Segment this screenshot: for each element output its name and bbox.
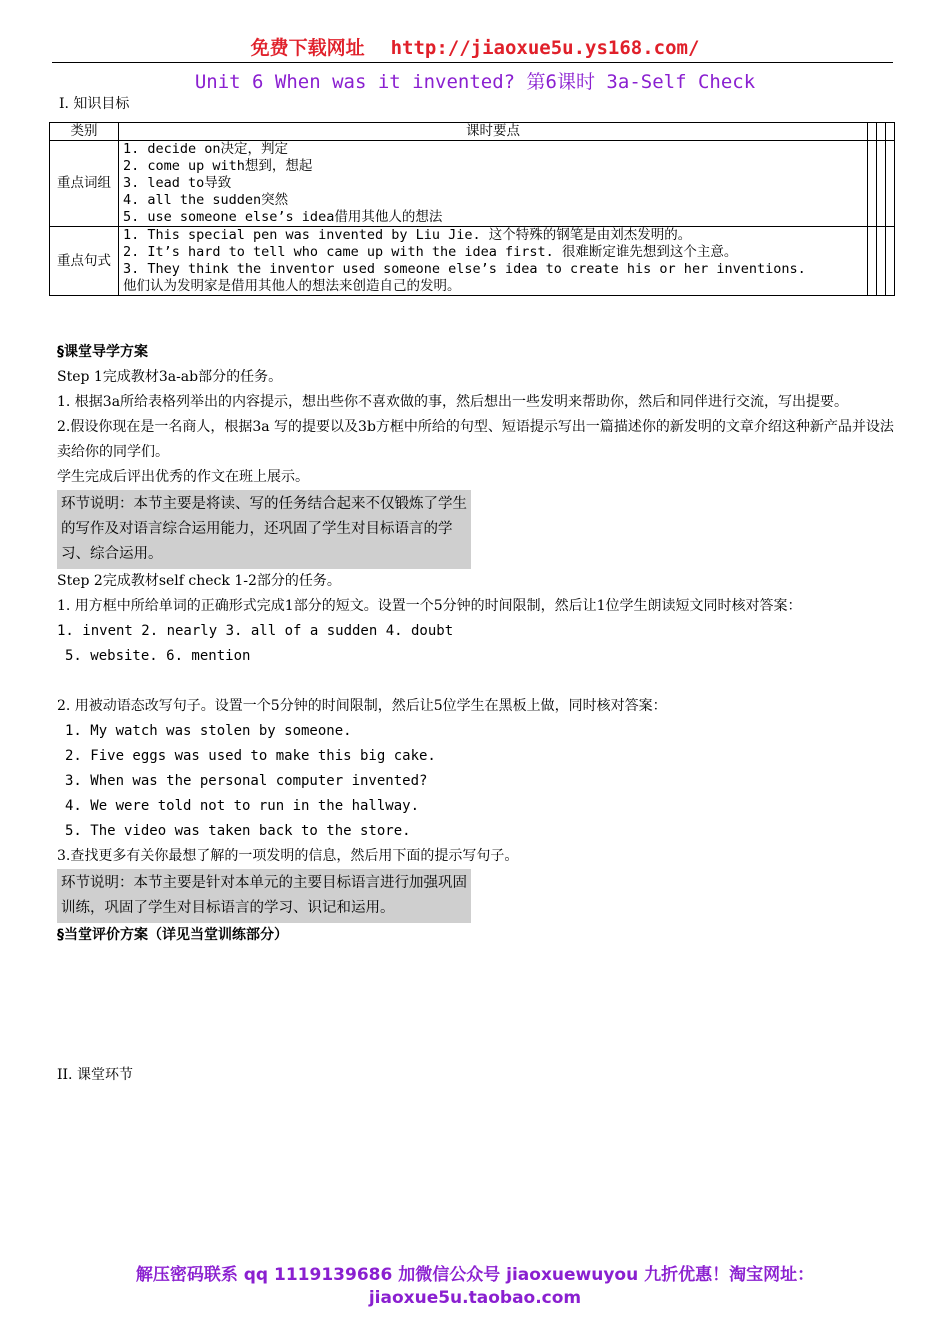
step2-paragraph: 2. 用被动语态改写句子。设置一个5分钟的时间限制，然后让5位学生在黑板上做，同时核对答案： (57, 698, 667, 714)
table-category: 重点句式 (50, 227, 119, 296)
answer-sentence: 1. My watch was stolen by someone. (65, 723, 352, 739)
answer-sentence: 3. When was the personal computer invented? (65, 773, 428, 789)
table-extra-cell (868, 123, 877, 141)
table-items (119, 141, 868, 227)
list-item: 他们认为发明家是借用其他人的想法来创造自己的发明。 (123, 278, 461, 294)
section-knowledge-goals: I. 知识目标 (59, 96, 130, 112)
table-header-points: 课时要点 (119, 123, 868, 141)
page-header (52, 33, 898, 60)
table-extra-cell (877, 227, 886, 296)
table-extra-cell (868, 227, 877, 296)
footer-shop-link[interactable]: jiaoxue5u.taobao.com (368, 1288, 582, 1308)
table-extra-cell (886, 141, 895, 227)
table-header-row (50, 123, 895, 141)
answers-line: 5. website. 6. mention (65, 648, 251, 664)
table-row (50, 227, 895, 296)
step2-paragraph: 3.查找更多有关你最想了解的一项发明的信息，然后用下面的提示写句子。 (57, 848, 519, 864)
table-extra-cell (868, 141, 877, 227)
list-item: 3. They think the inventor used someone else’s idea to create his or her inventions. (123, 261, 806, 277)
step2-title: Step 2完成教材self check 1-2部分的任务。 (57, 573, 341, 589)
table-extra-cell (877, 141, 886, 227)
answer-sentence: 2. Five eggs was used to make this big cake. (65, 748, 436, 764)
page-footer (52, 1264, 898, 1310)
knowledge-table (49, 122, 895, 296)
answer-sentence: 4. We were told not to run in the hallway. (65, 798, 420, 814)
footer-contact: 解压密码联系 qq 1119139686 加微信公众号 jiaoxuewuyou 九折优惠！淘宝网址： (135, 1265, 815, 1285)
header-url[interactable]: http://jiaoxue5u.ys168.com/ (390, 37, 700, 59)
list-item: 1. This special pen was invented by Liu Jie. 这个特殊的钢笔是由刘杰发明的。 (123, 227, 692, 243)
header-label: 免费下载网址 (250, 37, 365, 59)
evaluation-heading: §当堂评价方案（详见当堂训练部分） (57, 927, 288, 943)
table-category: 重点词组 (50, 141, 119, 227)
table-items (119, 227, 868, 296)
table-extra-cell (877, 123, 886, 141)
table-row (50, 141, 895, 227)
list-item: 2. It’s hard to tell who came up with the idea first. 很难断定谁先想到这个主意。 (123, 244, 738, 260)
list-item: 3. lead to导致 (123, 175, 232, 191)
list-item: 4. all the sudden突然 (123, 192, 289, 208)
step2-paragraph: 1. 用方框中所给单词的正确形式完成1部分的短文。设置一个5分钟的时间限制，然后让1位学生朗读短文同时核对答案： (57, 598, 802, 614)
table-extra-cell (886, 227, 895, 296)
step1-paragraph: 学生完成后评出优秀的作文在班上展示。 (57, 469, 309, 485)
step1-paragraph: 1. 根据3a所给表格列举出的内容提示，想出些你不喜欢做的事，然后想出一些发明来帮助你，然后和同伴进行交流，写出提要。 (57, 394, 849, 410)
list-item: 2. come up with想到，想起 (123, 158, 313, 174)
step1-title: Step 1完成教材3a-ab部分的任务。 (57, 369, 283, 385)
guide-heading: §课堂导学方案 (57, 344, 148, 360)
guide-section (57, 340, 902, 948)
answer-sentence: 5. The video was taken back to the store. (65, 823, 411, 839)
header-divider (52, 62, 893, 63)
table-extra-cell (886, 123, 895, 141)
list-item: 5. use someone else’s idea借用其他人的想法 (123, 209, 443, 225)
note-box: 环节说明：本节主要是将读、写的任务结合起来不仅锻炼了学生的写作及对语言综合运用能力，还巩固了学生对目标语言的学习、综合运用。 (57, 490, 471, 569)
note-box: 环节说明：本节主要是针对本单元的主要目标语言进行加强巩固训练，巩固了学生对目标语言的学习、识记和运用。 (57, 869, 471, 923)
section-class-activities: II. 课堂环节 (57, 1067, 133, 1083)
list-item: 1. decide on决定，判定 (123, 141, 289, 157)
table-header-category: 类别 (50, 123, 119, 141)
document-title: Unit 6 When was it invented? 第6课时 3a-Self Check (194, 71, 756, 93)
answers-line: 1. invent 2. nearly 3. all of a sudden 4. doubt (57, 623, 454, 639)
step1-paragraph: 2.假设你现在是一名商人，根据3a 写的提要以及3b方框中所给的句型、短语提示写出一篇描述你的新发明的文章介绍这种新产品并设法卖给你的同学们。 (57, 419, 894, 460)
